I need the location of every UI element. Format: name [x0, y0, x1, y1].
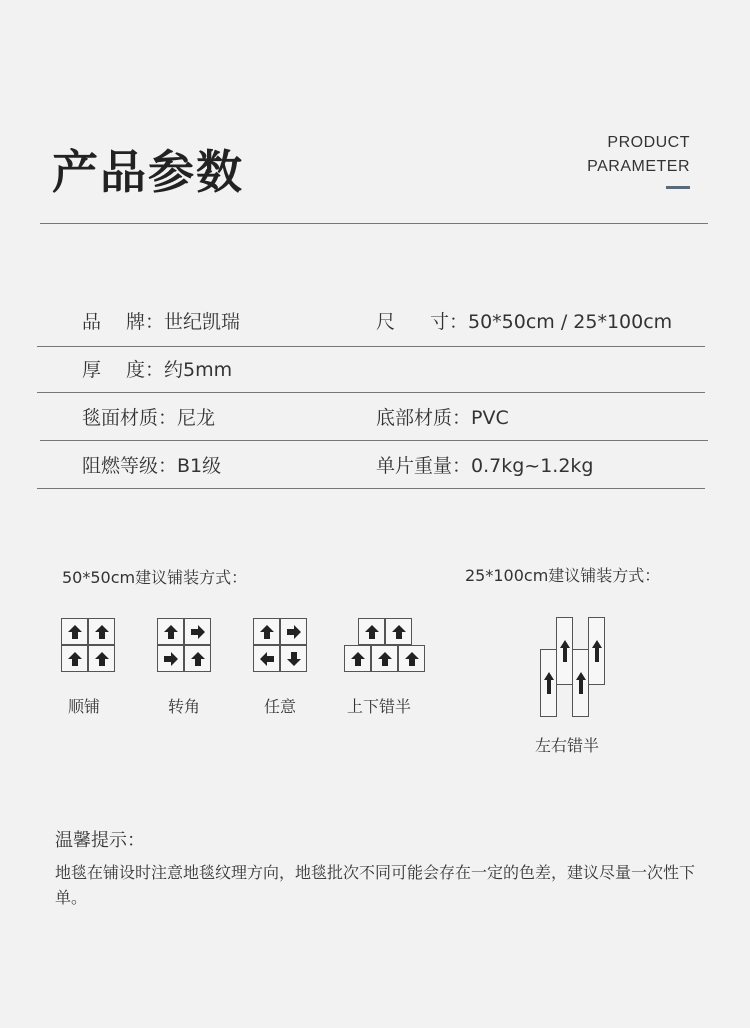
- bottom-label: 底部材质：: [376, 407, 472, 429]
- subtitle-line-1: PRODUCT: [607, 134, 690, 151]
- weight-value: 0.7kg~1.2kg: [471, 455, 594, 477]
- tile: [280, 645, 307, 672]
- accent-bar: [666, 186, 690, 189]
- arrow-up-icon: [378, 652, 392, 666]
- row-divider: [37, 346, 705, 347]
- tile: [184, 618, 211, 645]
- pattern-label-plank: 左右错半: [535, 736, 600, 755]
- tips-title: 温馨提示：: [55, 830, 145, 851]
- arrow-up-icon: [164, 625, 178, 639]
- tile: [157, 645, 184, 672]
- tile: [371, 645, 398, 672]
- arrow-up-icon: [68, 652, 82, 666]
- tile: [184, 645, 211, 672]
- surface-value: 尼龙: [177, 407, 216, 429]
- tile: [61, 618, 88, 645]
- bottom-value: PVC: [471, 407, 509, 429]
- fire-param: [82, 451, 221, 481]
- brand-value: 世纪凯瑞: [164, 311, 241, 333]
- surface-param: [82, 403, 215, 433]
- tile: [88, 618, 115, 645]
- page-title: 产品参数: [52, 145, 244, 199]
- weight-param: [376, 451, 594, 481]
- tile: [157, 618, 184, 645]
- arrow-up-icon: [351, 652, 365, 666]
- arrow-up-icon: [392, 625, 406, 639]
- arrow-up-icon: [68, 625, 82, 639]
- plank: [588, 617, 605, 685]
- pattern-label-corner: 转角: [168, 697, 201, 716]
- size-label: 尺 寸：: [376, 311, 468, 333]
- thickness-param: [82, 355, 232, 385]
- row-divider: [37, 392, 705, 393]
- tile: [358, 618, 385, 645]
- arrow-up-icon: [95, 652, 109, 666]
- bottom-param: [376, 403, 509, 433]
- weight-label: 单片重量：: [376, 455, 472, 477]
- pattern-label-straight: 顺铺: [68, 697, 101, 716]
- arrow-right-icon: [191, 625, 205, 639]
- size-param: [376, 307, 672, 337]
- brand-param: [82, 307, 240, 337]
- tile: [280, 618, 307, 645]
- arrow-up-icon: [544, 672, 554, 694]
- arrow-up-icon: [405, 652, 419, 666]
- tile: [253, 618, 280, 645]
- arrow-up-icon: [576, 672, 586, 694]
- arrow-up-icon: [191, 652, 205, 666]
- pattern-label-brick: 上下错半: [347, 697, 412, 716]
- square-install-title: 50*50cm建议铺装方式：: [62, 568, 248, 587]
- tile: [61, 645, 88, 672]
- row-divider: [37, 488, 705, 489]
- arrow-left-icon: [260, 652, 274, 666]
- size-value: 50*50cm / 25*100cm: [468, 311, 673, 333]
- tile: [344, 645, 371, 672]
- arrow-right-icon: [164, 652, 178, 666]
- tips-text: 地毯在铺设时注意地毯纹理方向，地毯批次不同可能会存在一定的色差，建议尽量一次性下单。: [55, 863, 696, 907]
- arrow-up-icon: [260, 625, 274, 639]
- arrow-right-icon: [287, 625, 301, 639]
- page-subtitle-en: [587, 131, 690, 179]
- thickness-value: 约5mm: [164, 359, 233, 381]
- header-divider: [40, 223, 708, 224]
- arrow-down-icon: [287, 652, 301, 666]
- thickness-label: 厚 度：: [82, 359, 164, 381]
- surface-label: 毯面材质：: [82, 407, 178, 429]
- arrow-up-icon: [95, 625, 109, 639]
- plank-install-title: 25*100cm建议铺装方式：: [465, 566, 661, 585]
- pattern-label-random: 任意: [264, 697, 297, 716]
- subtitle-line-2: PARAMETER: [587, 158, 690, 175]
- arrow-up-icon: [560, 640, 570, 662]
- tile: [88, 645, 115, 672]
- plank: [556, 617, 573, 685]
- fire-value: B1级: [177, 455, 222, 477]
- row-divider: [40, 440, 708, 441]
- arrow-up-icon: [592, 640, 602, 662]
- tile: [253, 645, 280, 672]
- brand-label: 品 牌：: [82, 311, 164, 333]
- tile: [385, 618, 412, 645]
- tile: [398, 645, 425, 672]
- plank: [540, 649, 557, 717]
- arrow-up-icon: [365, 625, 379, 639]
- plank: [572, 649, 589, 717]
- fire-label: 阻燃等级：: [82, 455, 178, 477]
